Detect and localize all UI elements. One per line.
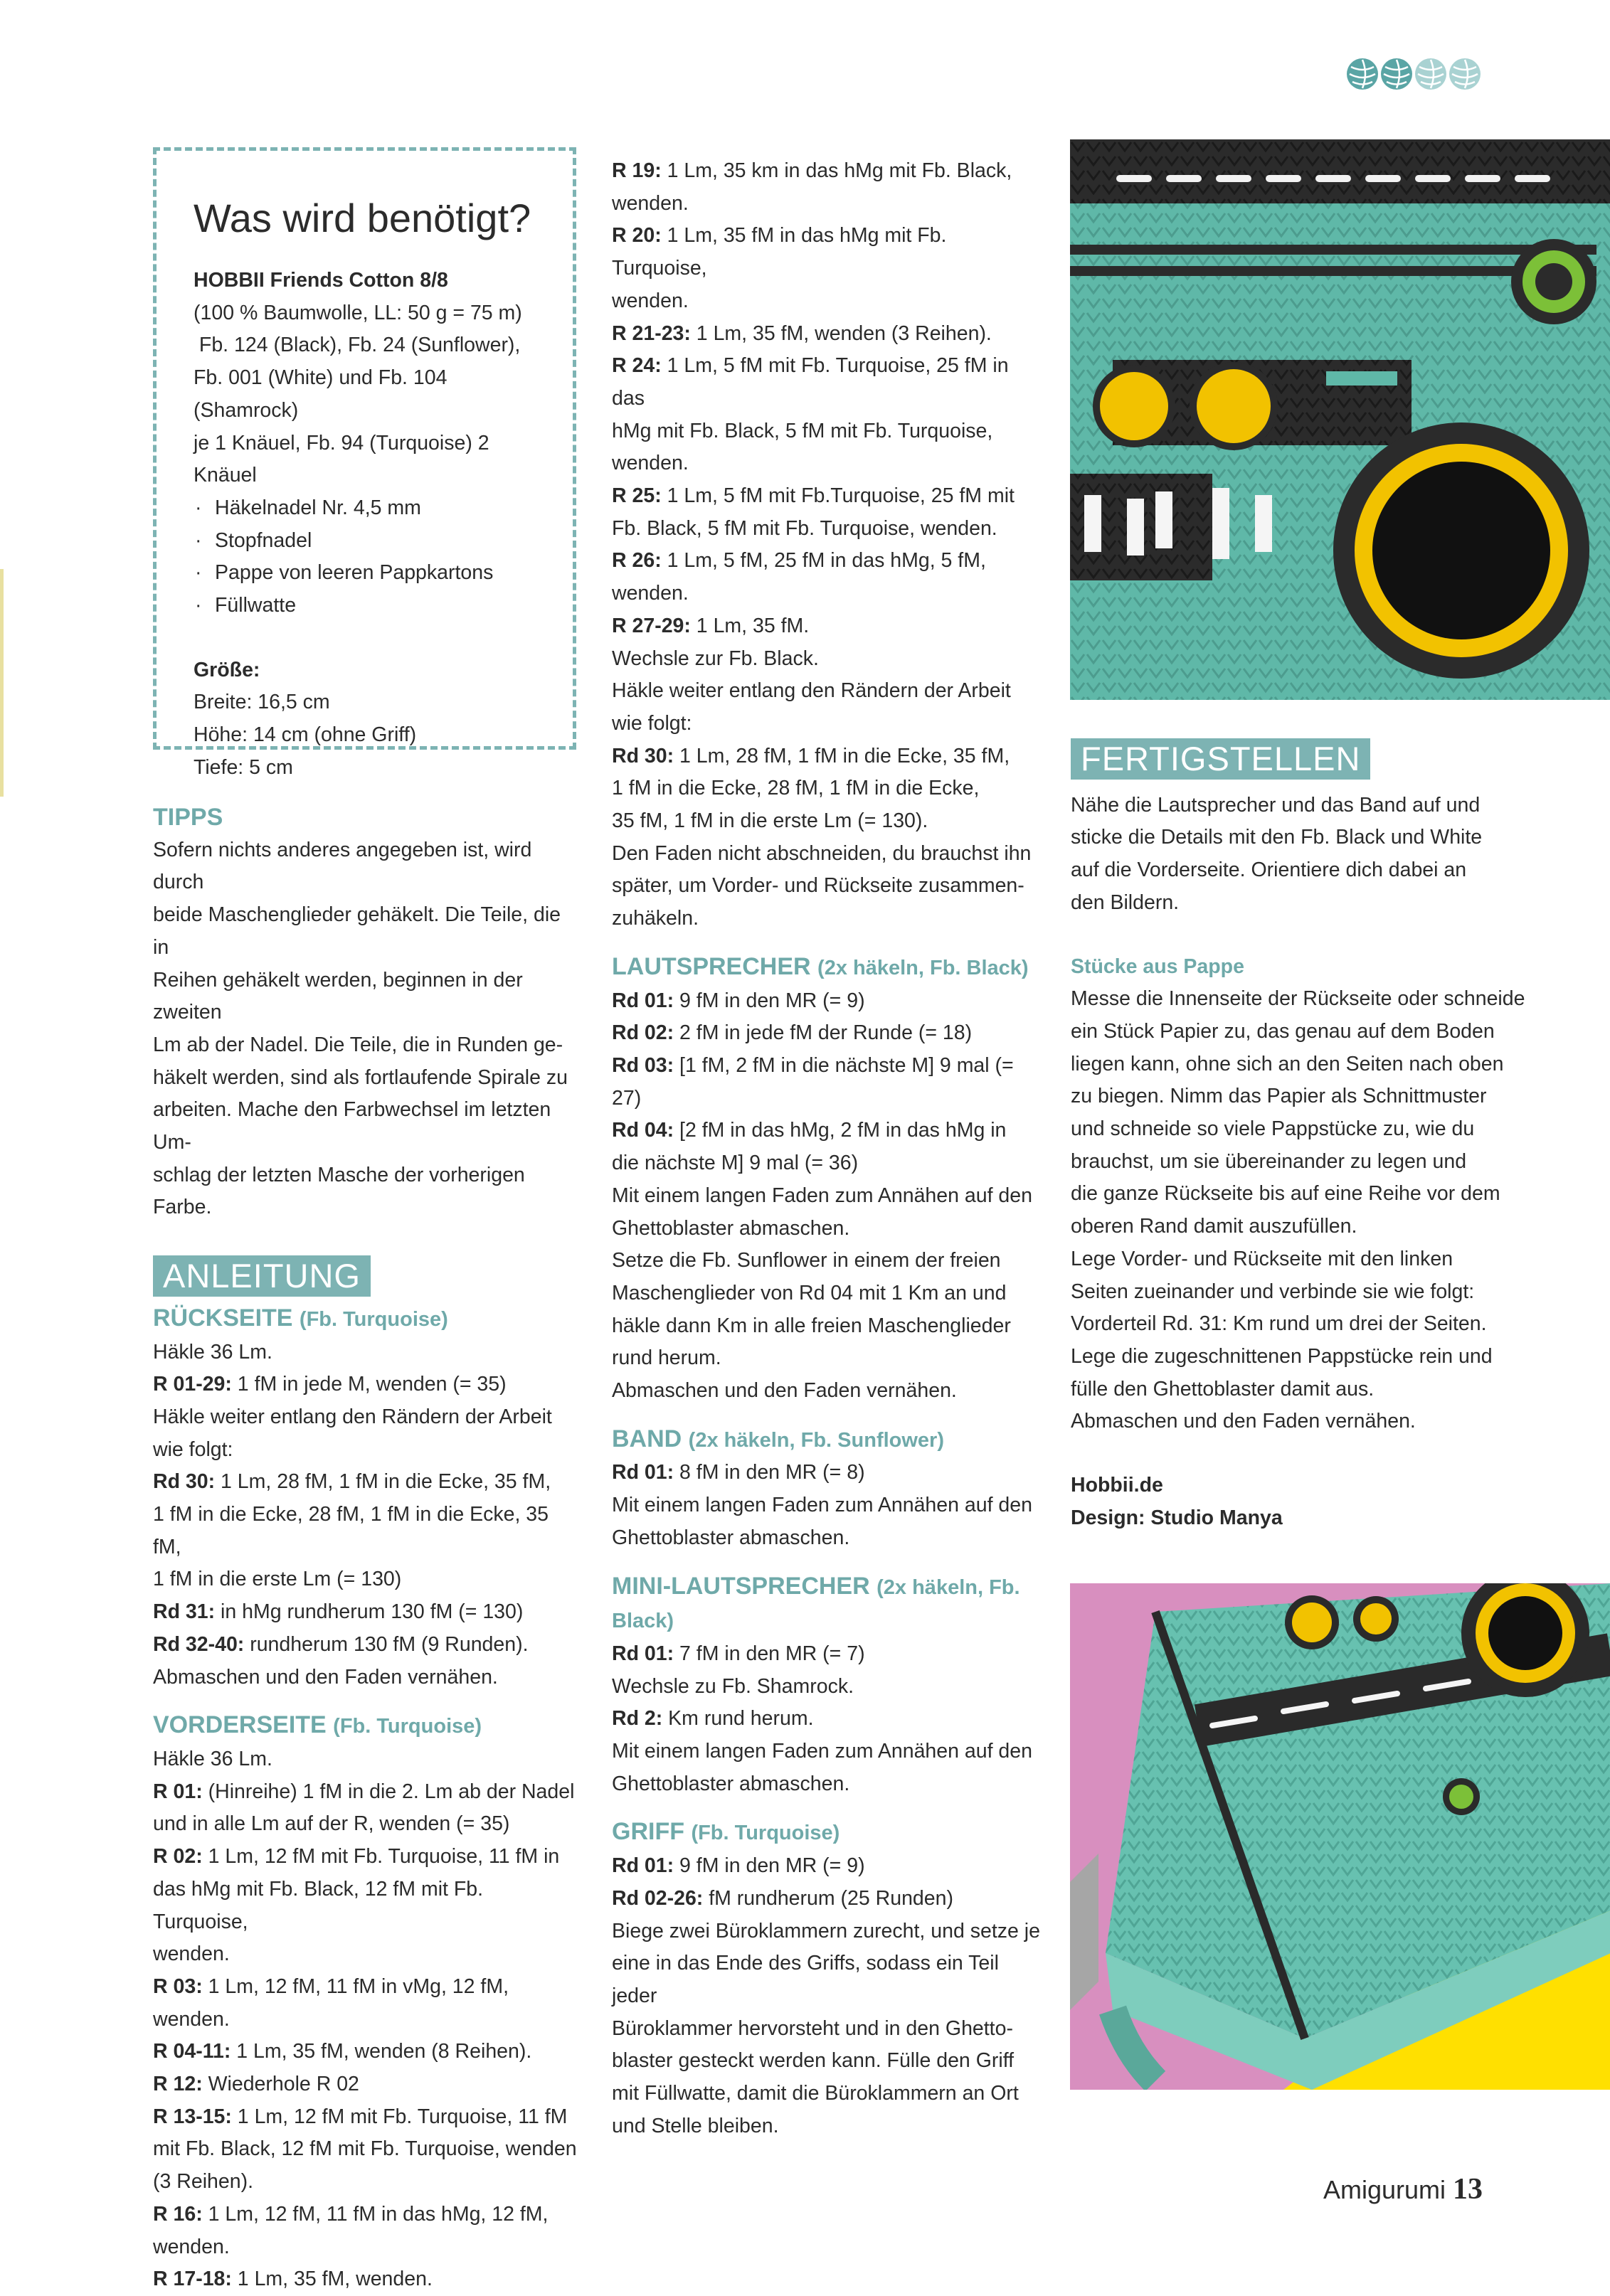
griff-subtitle: (Fb. Turquoise) xyxy=(691,1822,840,1845)
instruction-text: hMg mit Fb. Black, 5 fM mit Fb. Turquoise, wenden. xyxy=(612,419,993,475)
instruction-text: Mit einem langen Faden zum Annähen auf den xyxy=(612,1184,1032,1207)
instruction-label: R 27-29: xyxy=(612,614,691,637)
page-footer xyxy=(1323,2173,1483,2206)
instruction-line xyxy=(612,480,1046,513)
yarn-ball-icon xyxy=(1381,58,1412,90)
instruction-line xyxy=(612,188,1046,220)
instruction-text: Fb. Black, 5 fM mit Fb. Turquoise, wenden. xyxy=(612,516,997,540)
instruction-line xyxy=(612,1671,1046,1704)
tips-line: Sofern nichts anderes angegeben ist, wird durch xyxy=(153,838,532,894)
instruction-text: Biege zwei Büroklammern zurecht, und setze je xyxy=(612,1919,1040,1942)
instruction-text: 35 fM, 1 fM in die erste Lm (= 130). xyxy=(612,809,928,833)
instruction-label: R 13-15: xyxy=(153,2105,232,2128)
instruction-text: Vorderteil Rd. 31: Km rund um drei der Seiten. xyxy=(1071,1312,1487,1336)
instruction-text: Wechsle zur Fb. Black. xyxy=(612,647,819,670)
instruction-line xyxy=(612,578,1046,610)
vorderseite-cont-instructions xyxy=(612,155,1046,935)
instruction-label: Rd 01: xyxy=(612,1854,674,1878)
instruction-text: 1 Lm, 12 fM, 11 fM in vMg, 12 fM, wenden. xyxy=(153,1975,509,2031)
instruction-line xyxy=(1071,1178,1583,1211)
instruction-label: R 25: xyxy=(612,484,662,508)
instruction-text: die nächste M] 9 mal (= 36) xyxy=(612,1152,859,1175)
instruction-line xyxy=(612,708,1046,740)
page-edge-mark xyxy=(0,569,4,797)
yarn-line: (100 % Baumwolle, LL: 50 g = 75 m) xyxy=(194,301,522,324)
instruction-text: Büroklammer hervorsteht und in den Ghetto- xyxy=(612,2016,1013,2040)
instruction-label: Rd 04: xyxy=(612,1119,674,1142)
intro-line: den Bildern. xyxy=(1071,891,1180,914)
instruction-line xyxy=(153,1499,580,1563)
instruction-line xyxy=(153,1596,580,1629)
instruction-line xyxy=(153,1743,580,1776)
instruction-line xyxy=(153,2231,580,2264)
instruction-line xyxy=(612,415,1046,480)
lautsprecher-subtitle: (2x häkeln, Fb. Black) xyxy=(817,956,1029,979)
instruction-line xyxy=(612,350,1046,415)
instruction-text: und Stelle bleiben. xyxy=(612,2114,779,2137)
middle-column xyxy=(612,155,1046,2142)
instruction-text: die ganze Rückseite bis auf eine Reihe vor dem xyxy=(1071,1182,1500,1206)
instruction-line xyxy=(612,220,1046,285)
instruction-line xyxy=(612,1245,1046,1277)
instruction-text: Mit einem langen Faden zum Annähen auf den xyxy=(612,1494,1032,1517)
instruction-text: Ghettoblaster abmaschen. xyxy=(612,1216,850,1240)
pappe-instructions xyxy=(1071,983,1583,1438)
instruction-label: Rd 01: xyxy=(612,989,674,1012)
tips-line: beide Maschenglieder gehäkelt. Die Teile, die in xyxy=(153,903,561,959)
instruction-line xyxy=(612,513,1046,546)
tips-line: arbeiten. Mache den Farbwechsel im letzten Um- xyxy=(153,1098,551,1154)
instruction-text: Mit einem langen Faden zum Annähen auf den xyxy=(612,1740,1032,1763)
instruction-label: Rd 32-40: xyxy=(153,1632,245,1656)
magazine-name: Amigurumi xyxy=(1323,2175,1446,2204)
instruction-text: rund herum. xyxy=(612,1346,721,1370)
instruction-line xyxy=(1071,1113,1583,1146)
instruction-line xyxy=(1071,1405,1583,1438)
instruction-text: liegen kann, ohne sich an den Seiten nach oben xyxy=(1071,1052,1504,1075)
instruction-line xyxy=(612,903,1046,935)
instruction-line xyxy=(612,1736,1046,1768)
instruction-line xyxy=(153,2199,580,2231)
instruction-line xyxy=(612,1115,1046,1147)
instruction-line xyxy=(612,1883,1046,1915)
instruction-text: Häkle weiter entlang den Rändern der Arbeit xyxy=(612,679,1011,703)
credit-design: Design: Studio Manya xyxy=(1071,1506,1283,1529)
instruction-line xyxy=(612,318,1046,351)
instruction-label: R 26: xyxy=(612,549,662,573)
instruction-text: Häkle weiter entlang den Rändern der Arbeit xyxy=(153,1405,552,1428)
mini-instructions xyxy=(612,1638,1046,1801)
instruction-text: 1 fM in die Ecke, 28 fM, 1 fM in die Ecke, 35 fM, xyxy=(153,1503,549,1558)
instruction-text: Ghettoblaster abmaschen. xyxy=(612,1526,850,1549)
instruction-line xyxy=(153,1841,580,1874)
instruction-line xyxy=(612,1768,1046,1801)
instruction-line xyxy=(153,1401,580,1434)
intro-line: Nähe die Lautsprecher und das Band auf und xyxy=(1071,793,1481,817)
yarn-ball-icon xyxy=(1449,58,1481,90)
instruction-text: Häkle 36 Lm. xyxy=(153,1340,272,1364)
size-title: Größe: xyxy=(194,658,260,681)
instruction-line xyxy=(612,1457,1046,1489)
instruction-label: R 12: xyxy=(153,2073,203,2096)
yarn-line: Fb. 001 (White) und Fb. 104 (Shamrock) xyxy=(194,366,447,422)
instruction-text: 1 Lm, 5 fM mit Fb. Turquoise, 25 fM in das xyxy=(612,354,1009,410)
instruction-text: später, um Vorder- und Rückseite zusammen- xyxy=(612,874,1024,898)
rueckseite-instructions xyxy=(153,1336,580,1694)
instruction-text: rundherum 130 fM (9 Runden). xyxy=(244,1632,529,1656)
instruction-label: Rd 31: xyxy=(153,1600,216,1624)
tips-line: Reihen gehäkelt werden, beginnen in der zweiten xyxy=(153,968,523,1024)
instruction-line xyxy=(612,2045,1046,2078)
instruction-text: wenden. xyxy=(612,191,689,215)
instruction-text: Wechsle zu Fb. Shamrock. xyxy=(612,1674,854,1698)
yarn-ball-icon xyxy=(1415,58,1446,90)
instruction-text: [1 fM, 2 fM in die nächste M] 9 mal (= 27) xyxy=(612,1053,1014,1110)
intro-line: auf die Vorderseite. Orientiere dich dabei an xyxy=(1071,859,1467,882)
tips-title: TIPPS xyxy=(153,804,223,831)
instruction-label: Rd 01: xyxy=(612,1461,674,1484)
instruction-line xyxy=(612,2110,1046,2143)
instruction-text: fM rundherum (25 Runden) xyxy=(703,1886,953,1910)
instruction-text: ein Stück Papier zu, das genau auf dem Boden xyxy=(1071,1019,1495,1043)
instruction-text: 1 fM in die Ecke, 28 fM, 1 fM in die Ecke, xyxy=(612,777,980,800)
tips-line: Lm ab der Nadel. Die Teile, die in Runden ge- xyxy=(153,1033,563,1056)
instruction-line xyxy=(153,1808,580,1841)
instruction-line xyxy=(153,1662,580,1694)
instruction-text: 1 Lm, 35 fM in das hMg mit Fb. Turquoise, xyxy=(612,224,947,280)
instruction-text: (Hinreihe) 1 fM in die 2. Lm ab der Nadel xyxy=(202,1780,575,1803)
instruction-line xyxy=(612,643,1046,676)
instruction-text: zuhäkeln. xyxy=(612,907,699,930)
instruction-text: und schneide so viele Pappstücke zu, wie du xyxy=(1071,1117,1475,1141)
tips-line: häkelt werden, sind als fortlaufende Spirale zu xyxy=(153,1065,568,1089)
instruction-label: R 17-18: xyxy=(153,2268,232,2291)
instruction-text: Den Faden nicht abschneiden, du brauchst ihn xyxy=(612,841,1032,865)
instruction-text: Abmaschen und den Faden vernähen. xyxy=(1071,1410,1416,1433)
instruction-text: 1 Lm, 35 km in das hMg mit Fb. Black, xyxy=(661,159,1012,182)
instruction-label: Rd 30: xyxy=(612,744,674,767)
instruction-line xyxy=(153,2036,580,2068)
instruction-text: wie folgt: xyxy=(612,711,692,735)
instruction-line xyxy=(612,2078,1046,2110)
instruction-line xyxy=(153,1629,580,1662)
instruction-text: 1 fM in die erste Lm (= 130) xyxy=(153,1568,402,1591)
instruction-label: R 21-23: xyxy=(612,321,691,345)
instruction-line xyxy=(153,1776,580,1809)
rueckseite-subtitle: (Fb. Turquoise) xyxy=(299,1307,448,1331)
yarn-ball-icon xyxy=(1347,58,1378,90)
yarn-name: HOBBII Friends Cotton 8/8 xyxy=(194,269,448,292)
instruction-line xyxy=(612,1522,1046,1555)
instruction-line xyxy=(612,1489,1046,1522)
instruction-text: 1 Lm, 35 fM, wenden (3 Reihen). xyxy=(690,321,992,345)
instruction-text: wenden. xyxy=(153,2235,230,2258)
instruction-line xyxy=(153,1563,580,1596)
instruction-line xyxy=(612,2013,1046,2046)
instruction-line xyxy=(612,285,1046,318)
intro-line: sticke die Details mit den Fb. Black und White xyxy=(1071,826,1483,849)
photo-ghettoblaster-closeup xyxy=(1070,139,1610,700)
instruction-text: oberen Rand damit auszufüllen. xyxy=(1071,1215,1357,1238)
instruction-line xyxy=(612,1638,1046,1671)
vorderseite-title: VORDERSEITE xyxy=(153,1711,327,1739)
instruction-text: in hMg rundherum 130 fM (= 130) xyxy=(215,1600,524,1624)
instruction-line xyxy=(1071,1016,1583,1048)
instruction-text: Abmaschen und den Faden vernähen. xyxy=(153,1665,498,1689)
instruction-line xyxy=(153,1466,580,1499)
instruction-text: eine in das Ende des Griffs, sodass ein Teil jeder xyxy=(612,1952,999,2007)
instruction-text: Maschenglieder von Rd 04 mit 1 Km an und xyxy=(612,1281,1007,1304)
instruction-label: R 24: xyxy=(612,354,662,378)
band-subtitle: (2x häkeln, Fb. Sunflower) xyxy=(688,1428,944,1452)
instruction-line xyxy=(612,805,1046,838)
instruction-label: R 16: xyxy=(153,2202,203,2226)
instruction-line xyxy=(612,1017,1046,1050)
griff-title: GRIFF xyxy=(612,1818,684,1846)
instruction-label: Rd 30: xyxy=(153,1470,216,1494)
instruction-line xyxy=(612,1050,1046,1115)
instruction-line xyxy=(153,1336,580,1369)
instruction-text: 1 Lm, 35 fM, wenden. xyxy=(231,2268,433,2291)
band-instructions xyxy=(612,1457,1046,1554)
instruction-text: 1 Lm, 5 fM, 25 fM in das hMg, 5 fM, xyxy=(661,549,986,573)
instruction-text: wenden. xyxy=(153,1942,230,1966)
instruction-text: 8 fM in den MR (= 8) xyxy=(674,1461,865,1484)
instruction-text: 1 Lm, 12 fM mit Fb. Turquoise, 11 fM in xyxy=(202,1845,560,1869)
requirements-title: Was wird benötigt? xyxy=(194,196,531,240)
lautsprecher-instructions xyxy=(612,985,1046,1408)
page-number: 13 xyxy=(1453,2173,1483,2206)
size-line: Breite: 16,5 cm xyxy=(194,691,330,714)
instruction-text: 1 Lm, 35 fM. xyxy=(690,614,810,637)
instruction-text: Wiederhole R 02 xyxy=(202,2073,359,2096)
instruction-text: mit Füllwatte, damit die Büroklammern an Ort xyxy=(612,2082,1019,2105)
instruction-text: Häkle 36 Lm. xyxy=(153,1747,272,1770)
pappe-title: Stücke aus Pappe xyxy=(1071,955,1244,978)
instruction-line xyxy=(612,155,1046,188)
instruction-line xyxy=(153,1971,580,2036)
instruction-label: Rd 03: xyxy=(612,1053,674,1077)
yarn-line: Fb. 124 (Black), Fb. 24 (Sunflower), xyxy=(194,334,521,357)
instruction-line xyxy=(1071,1048,1583,1081)
instruction-text: zu biegen. Nimm das Papier als Schnittmuster xyxy=(1071,1085,1487,1108)
tool-item: · Füllwatte xyxy=(194,590,549,622)
instruction-text: blaster gesteckt werden kann. Fülle den Griff xyxy=(612,2049,1015,2073)
instruction-label: Rd 2: xyxy=(612,1707,663,1731)
instruction-text: 1 Lm, 28 fM, 1 fM in die Ecke, 35 fM, xyxy=(215,1470,551,1494)
instruction-text: 1 fM in jede M, wenden (= 35) xyxy=(231,1373,507,1396)
tool-item: · Pappe von leeren Pappkartons xyxy=(194,557,549,590)
instruction-line xyxy=(612,1375,1046,1408)
lautsprecher-title: LAUTSPRECHER xyxy=(612,952,811,980)
credit-site: Hobbii.de xyxy=(1071,1474,1163,1497)
instruction-line xyxy=(153,2133,580,2166)
instruction-line xyxy=(612,610,1046,643)
instruction-text: 1 Lm, 12 fM, 11 fM in das hMg, 12 fM, xyxy=(202,2202,549,2226)
instruction-line xyxy=(612,838,1046,871)
photo-ghettoblaster-angled xyxy=(1070,1583,1610,2090)
tool-item: · Stopfnadel xyxy=(194,525,549,558)
instruction-line xyxy=(612,675,1046,708)
instruction-line xyxy=(1071,1243,1583,1276)
instruction-text: wenden. xyxy=(612,289,689,312)
instruction-line xyxy=(1071,1308,1583,1341)
instruction-line xyxy=(153,1874,580,1938)
instruction-text: Lege Vorder- und Rückseite mit den linken xyxy=(1071,1247,1453,1270)
instruction-line xyxy=(612,740,1046,773)
instruction-text: Setze die Fb. Sunflower in einem der freien xyxy=(612,1249,1001,1272)
yarn-icons xyxy=(1347,58,1481,90)
instruction-line xyxy=(153,2166,580,2199)
mini-subtitle: (2x häkeln, Fb. Black) xyxy=(612,1575,1020,1633)
left-column xyxy=(153,802,580,2296)
instruction-line xyxy=(153,1434,580,1467)
right-column xyxy=(1071,738,1583,1534)
instruction-line xyxy=(153,2263,580,2296)
instruction-label: R 01: xyxy=(153,1780,203,1803)
instruction-text: fülle den Ghettoblaster damit aus. xyxy=(1071,1377,1375,1401)
requirements-box xyxy=(153,147,576,779)
instruction-line xyxy=(153,1938,580,1971)
instruction-line xyxy=(1071,1276,1583,1309)
instruction-text: Messe die Innenseite der Rückseite oder schneide xyxy=(1071,987,1525,1011)
instruction-line xyxy=(1071,983,1583,1016)
anleitung-banner: ANLEITUNG xyxy=(153,1255,371,1297)
instruction-text: 1 Lm, 35 fM, wenden (8 Reihen). xyxy=(231,2040,532,2063)
vorderseite-subtitle: (Fb. Turquoise) xyxy=(333,1715,482,1738)
instruction-text: 9 fM in den MR (= 9) xyxy=(674,1854,865,1878)
instruction-label: R 04-11: xyxy=(153,2040,231,2063)
instruction-label: Rd 02-26: xyxy=(612,1886,704,1910)
instruction-line xyxy=(1071,1080,1583,1113)
instruction-label: R 20: xyxy=(612,224,662,248)
instruction-text: 1 Lm, 28 fM, 1 fM in die Ecke, 35 fM, xyxy=(674,744,1010,767)
vorderseite-instructions xyxy=(153,1743,580,2296)
size-line: Tiefe: 5 cm xyxy=(194,755,293,779)
instruction-text: 2 fM in jede fM der Runde (= 18) xyxy=(674,1021,973,1045)
instruction-text: wenden. xyxy=(612,582,689,605)
instruction-line xyxy=(153,1368,580,1401)
instruction-text: [2 fM in das hMg, 2 fM in das hMg in xyxy=(674,1119,1007,1142)
instruction-text: das hMg mit Fb. Black, 12 fM mit Fb. Turquoise, xyxy=(153,1877,484,1933)
fertigstellen-banner: FERTIGSTELLEN xyxy=(1071,738,1370,780)
instruction-text: häkle dann Km in alle freien Maschenglieder xyxy=(612,1314,1011,1337)
rueckseite-title: RÜCKSEITE xyxy=(153,1304,293,1332)
instruction-line xyxy=(612,1180,1046,1213)
instruction-line xyxy=(612,545,1046,578)
size-line: Höhe: 14 cm (ohne Griff) xyxy=(194,723,417,747)
instruction-line xyxy=(1071,1146,1583,1179)
instruction-line xyxy=(612,1947,1046,2012)
instruction-line xyxy=(612,1277,1046,1310)
instruction-text: wie folgt: xyxy=(153,1437,233,1461)
instruction-line xyxy=(612,1310,1046,1343)
instruction-text: Km rund herum. xyxy=(662,1707,814,1731)
instruction-line xyxy=(1071,1211,1583,1243)
instruction-line xyxy=(153,2101,580,2134)
instruction-label: Rd 02: xyxy=(612,1021,674,1045)
instruction-text: 9 fM in den MR (= 9) xyxy=(674,989,865,1012)
instruction-label: R 01-29: xyxy=(153,1373,232,1396)
instruction-label: Rd 01: xyxy=(612,1642,674,1665)
instruction-text: 7 fM in den MR (= 7) xyxy=(674,1642,865,1665)
tool-item: · Häkelnadel Nr. 4,5 mm xyxy=(194,492,549,525)
instruction-text: mit Fb. Black, 12 fM mit Fb. Turquoise, wenden xyxy=(153,2137,577,2161)
tips-line: schlag der letzten Masche der vorherigen Farbe. xyxy=(153,1163,525,1219)
instruction-text: 1 Lm, 5 fM mit Fb.Turquoise, 25 fM mit xyxy=(661,484,1015,508)
instruction-text: (3 Reihen). xyxy=(153,2170,253,2194)
instruction-text: Ghettoblaster abmaschen. xyxy=(612,1772,850,1795)
instruction-label: R 03: xyxy=(153,1975,203,1998)
instruction-line xyxy=(612,985,1046,1018)
mini-title: MINI-LAUTSPRECHER xyxy=(612,1572,870,1600)
instruction-line xyxy=(612,870,1046,903)
yarn-line: je 1 Knäuel, Fb. 94 (Turquoise) 2 Knäuel xyxy=(194,431,489,487)
instruction-line xyxy=(612,772,1046,805)
instruction-text: Lege die zugeschnittenen Pappstücke rein und xyxy=(1071,1344,1493,1368)
instruction-line xyxy=(153,2068,580,2101)
band-title: BAND xyxy=(612,1425,682,1452)
instruction-text: Seiten zueinander und verbinde sie wie folgt: xyxy=(1071,1280,1475,1303)
instruction-text: und in alle Lm auf der R, wenden (= 35) xyxy=(153,1812,510,1836)
instruction-line xyxy=(612,1703,1046,1736)
instruction-line xyxy=(1071,1341,1583,1373)
instruction-label: R 02: xyxy=(153,1845,203,1869)
instruction-line xyxy=(612,1850,1046,1883)
instruction-text: brauchst, um sie übereinander zu legen und xyxy=(1071,1149,1467,1173)
instruction-line xyxy=(612,1342,1046,1375)
instruction-line xyxy=(1071,1373,1583,1406)
instruction-line xyxy=(612,1213,1046,1245)
instruction-line xyxy=(612,1915,1046,1948)
instruction-label: R 19: xyxy=(612,159,662,182)
instruction-text: Abmaschen und den Faden vernähen. xyxy=(612,1379,957,1403)
instruction-line xyxy=(612,1147,1046,1180)
instruction-text: 1 Lm, 12 fM mit Fb. Turquoise, 11 fM xyxy=(231,2105,568,2128)
griff-instructions xyxy=(612,1850,1046,2142)
